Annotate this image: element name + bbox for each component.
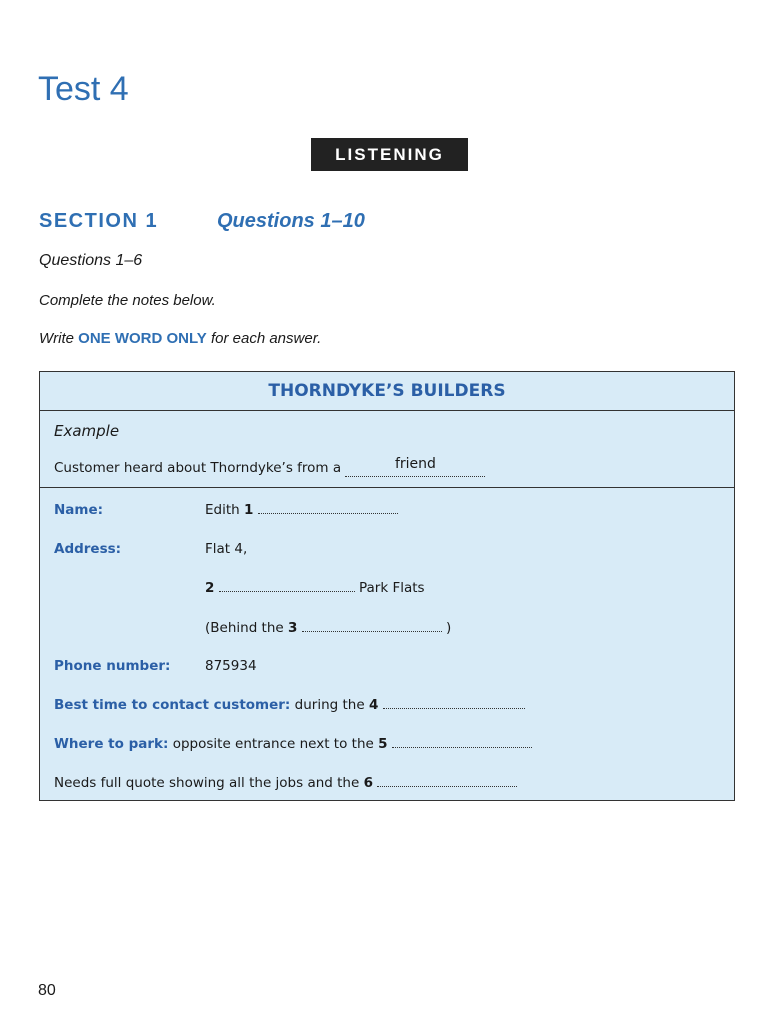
behind-row	[205, 620, 451, 636]
listening-badge: LISTENING	[311, 138, 468, 171]
instruction-highlight: ONE WORD ONLY	[78, 330, 207, 347]
question-3-number: 3	[288, 620, 298, 636]
instruction-complete-notes: Complete the notes below.	[39, 292, 216, 309]
question-5-number: 5	[378, 736, 388, 752]
behind-prefix: (Behind the	[205, 620, 284, 636]
address-line2: Park Flats	[359, 580, 425, 596]
behind-suffix: )	[446, 620, 452, 636]
name-label: Name:	[54, 502, 104, 518]
answer-3-blank[interactable]	[302, 631, 442, 632]
question-4-number: 4	[368, 697, 379, 713]
answer-1-blank[interactable]	[258, 513, 398, 514]
notes-box	[39, 371, 735, 801]
example-answer-blank	[345, 456, 485, 477]
page-number: 80	[38, 982, 56, 999]
answer-2-blank[interactable]	[219, 591, 355, 592]
quote-text: Needs full quote showing all the jobs and the	[54, 775, 360, 791]
questions-subhead: Questions 1–6	[39, 252, 143, 269]
question-6-number: 6	[363, 775, 374, 791]
answer-5-blank[interactable]	[392, 747, 532, 748]
contact-label: Best time to contact customer:	[54, 697, 291, 713]
phone-value: 875934	[205, 658, 257, 674]
quote-row	[54, 775, 517, 791]
contact-text: during the	[294, 697, 365, 713]
instruction-word-limit	[39, 330, 321, 347]
park-row	[54, 736, 532, 752]
question-1-number: 1	[244, 502, 254, 518]
park-label: Where to park:	[54, 736, 169, 752]
example-answer: friend	[394, 456, 436, 472]
example-label: Example	[54, 422, 120, 440]
address-label: Address:	[54, 541, 122, 557]
test-title: Test 4	[38, 70, 129, 108]
example-section	[40, 411, 734, 488]
example-text: Customer heard about Thorndyke’s from a	[54, 460, 342, 476]
instruction-suffix: for each answer.	[210, 330, 322, 347]
example-sentence	[54, 456, 485, 477]
name-value: Edith	[205, 502, 240, 518]
park-text: opposite entrance next to the	[172, 736, 374, 752]
answer-6-blank[interactable]	[377, 786, 517, 787]
answer-4-blank[interactable]	[383, 708, 525, 709]
question-2-number: 2	[205, 580, 215, 596]
section-questions: Questions 1–10	[217, 210, 365, 232]
notes-title: THORNDYKE’S BUILDERS	[40, 372, 734, 411]
instruction-prefix: Write	[39, 330, 74, 347]
phone-label: Phone number:	[54, 658, 171, 674]
section-label: SECTION 1	[39, 210, 159, 232]
section-heading	[39, 210, 365, 233]
name-row	[205, 502, 398, 518]
contact-row	[54, 697, 525, 713]
address-line1: Flat 4,	[205, 541, 248, 557]
address-line2-row	[205, 580, 425, 596]
